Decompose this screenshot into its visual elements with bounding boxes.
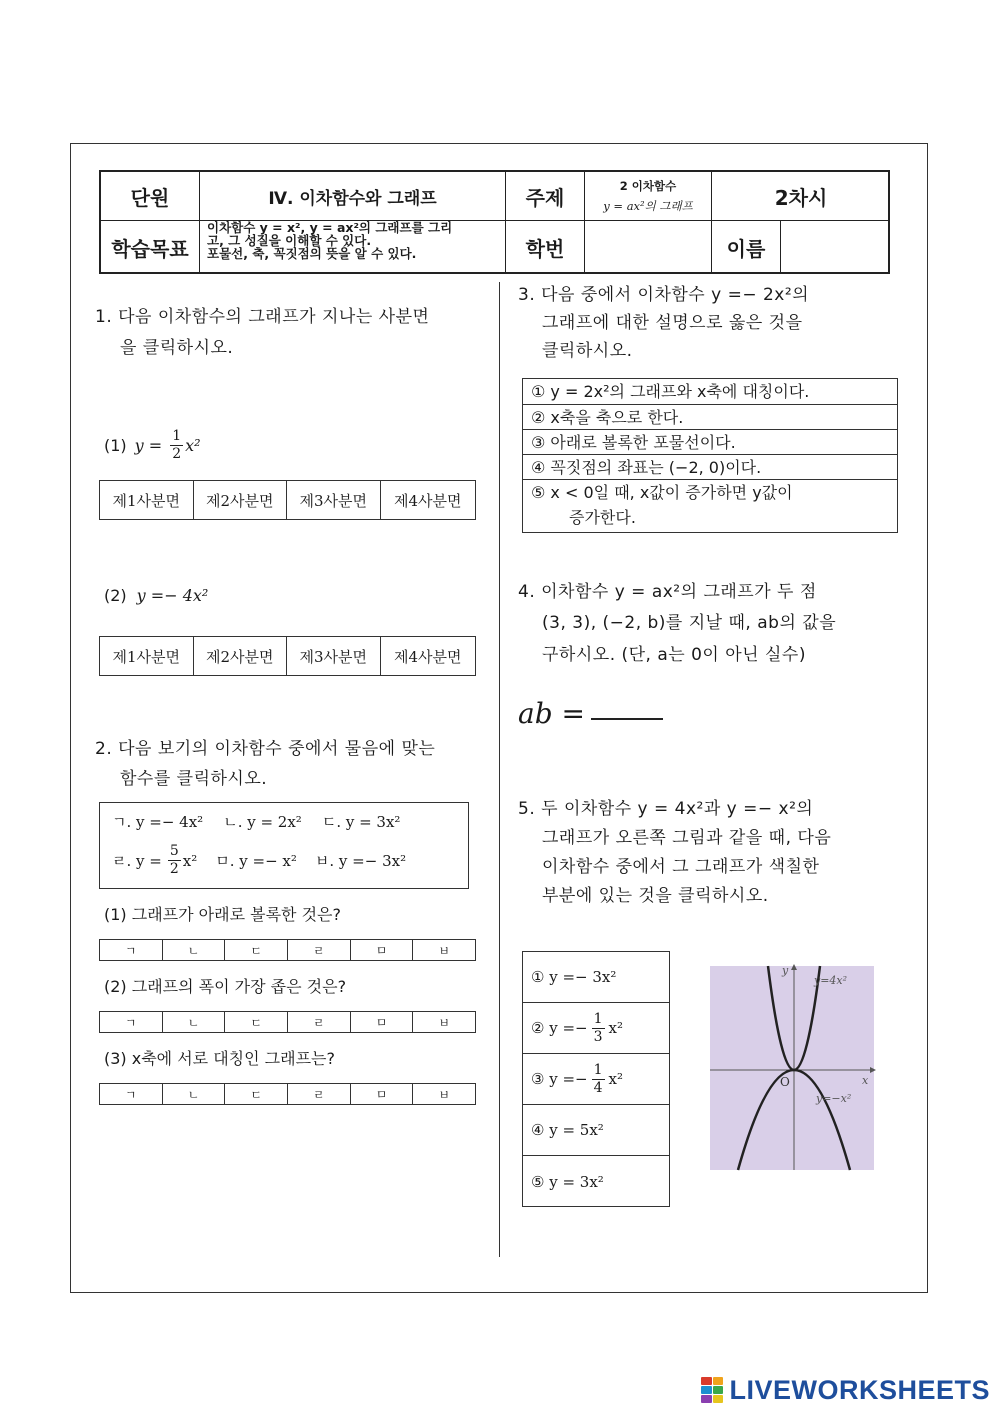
q2-sub2-option-2[interactable]: ㄴ [163,1012,226,1032]
q5-text-line2: 그래프가 오른쪽 그림과 같을 때, 다음 [542,828,832,848]
q4-text-line1: 4. 이차함수 y = ax²의 그래프가 두 점 [518,582,817,602]
q4-answer-label: ab = [518,697,585,730]
goal-line2: 고, 그 성질을 이해할 수 있다. [207,233,372,248]
q3-option-1[interactable]: ① y = 2x²의 그래프와 x축에 대칭이다. [523,379,897,405]
q2-box-item-4-fraction [168,843,181,878]
q3-option-2[interactable]: ② x축을 축으로 한다. [523,405,897,430]
q5-option-5[interactable]: ⑤ y = 3x² [531,1172,604,1191]
q1-sub1-suffix: x² [185,436,201,455]
frac-den: 2 [169,861,179,877]
graph-y-label: y [782,964,789,977]
q5-text-line1: 5. 두 이차함수 y = 4x²과 y =− x²의 [518,799,814,819]
topic-line1: 2 이차함수 [619,179,677,193]
q2-text-line2: 함수를 클릭하시오. [120,769,268,789]
q2-sub2-option-1[interactable]: ㄱ [100,1012,163,1032]
frac-num: 1 [593,1061,603,1078]
q3-option-3[interactable]: ③ 아래로 볼록한 포물선이다. [523,430,897,455]
q1-sub2-label: (2) [104,586,127,605]
unit-value: Ⅳ. 이차함수와 그래프 [200,172,506,221]
q2-sub3-option-6[interactable]: ㅂ [438,1087,450,1102]
q5-option-3-prefix: ③ y =− [531,1070,588,1088]
lesson-number: 2차시 [712,172,890,221]
q2-example-box [99,802,469,889]
q2-box-line1 [112,811,400,832]
q4-text-line3: 구하시오. (단, a는 0이 아닌 실수) [542,645,806,665]
graph-origin-label: O [780,1075,790,1089]
q2-box-item-5: ㅁ. y =− x² [215,852,297,870]
q1-sub2-option-4[interactable]: 제4사분면 [393,647,462,666]
class-label: 학번 [506,221,585,273]
q2-box-line2 [112,843,406,878]
q2-sub2-option-3[interactable]: ㄷ [225,1012,288,1032]
q1-sub2-option-1[interactable]: 제1사분면 [100,637,194,675]
q2-text-line1: 2. 다음 보기의 이차함수 중에서 물음에 맞는 [95,739,436,759]
q2-sub3: (3) x축에 서로 대칭인 그래프는? [104,1049,335,1068]
q1-sub2-eq: y =− 4x² [136,586,209,605]
liveworksheets-logo [701,1375,990,1405]
q2-sub1-options [99,939,476,961]
graph-x-label: x [862,1074,869,1087]
graph-shaded-region [710,966,874,1170]
q1-sub1-option-3[interactable]: 제3사분면 [287,481,381,519]
q2-box-item-2: ㄴ. y = 2x² [223,813,302,831]
q1-sub1-option-2[interactable]: 제2사분면 [194,481,288,519]
q4-answer-input[interactable] [591,702,663,720]
topic-line2: y = ax²의 그래프 [603,199,693,213]
q1-sub1-fraction [170,428,183,463]
q3-option-5-line1: ⑤ x < 0일 때, x값이 증가하면 y값이 [531,483,793,502]
column-divider [499,282,500,1257]
q5-option-3[interactable] [523,1054,669,1105]
q2-box-item-4-suffix: x² [182,851,198,870]
q2-box-item-3: ㄷ. y = 3x² [321,813,401,831]
q1-sub2-option-2[interactable]: 제2사분면 [194,637,288,675]
frac-num: 5 [169,843,179,859]
q4-text-line2: (3, 3), (−2, b)를 지날 때, ab의 값을 [542,613,837,633]
q1-sub1-option-4[interactable]: 제4사분면 [393,491,462,510]
q3-options [522,378,898,533]
q2-sub2: (2) 그래프의 폭이 가장 좁은 것은? [104,977,347,996]
header-table [99,170,890,274]
q1-sub1-label: (1) [104,436,127,455]
unit-label: 단원 [101,172,200,221]
q5-option-2-prefix: ② y =− [531,1019,588,1037]
goal-line3: 포물선, 축, 꼭짓점의 뜻을 알 수 있다. [207,246,417,261]
q5-option-4[interactable]: ④ y = 5x² [523,1105,669,1156]
q3-option-5[interactable] [523,480,897,532]
logo-text: LIVEWORKSHEETS [729,1374,990,1405]
q1-text-line1: 1. 다음 이차함수의 그래프가 지나는 사분면 [95,307,430,327]
q2-sub3-option-1[interactable]: ㄱ [100,1084,163,1104]
q1-sub1-option-1[interactable]: 제1사분면 [100,481,194,519]
q3-text-line3: 클릭하시오. [542,341,633,361]
q2-sub2-options [99,1011,476,1033]
q1-sub2-options [99,636,476,676]
q4-answer [518,697,663,730]
graph-label-bottom: y=−x² [816,1092,852,1105]
goal-line1: 이차함수 y = x², y = ax²의 그래프를 그리 [207,220,453,235]
q2-sub3-option-5[interactable]: ㅁ [351,1084,414,1104]
name-label: 이름 [712,221,781,273]
q3-text-line2: 그래프에 대한 설명으로 옳은 것을 [542,313,803,333]
q5-option-3-suffix: x² [608,1070,624,1088]
frac-den: 3 [593,1028,603,1045]
q2-sub1-option-2[interactable]: ㄴ [163,940,226,960]
q1-sub2 [104,586,208,605]
goal-label: 학습목표 [101,221,200,273]
q2-sub3-option-2[interactable]: ㄴ [163,1084,226,1104]
frac-den: 2 [172,446,182,462]
q2-sub3-options [99,1083,476,1105]
q5-text-line4: 부분에 있는 것을 클릭하시오. [542,886,769,906]
q5-options [522,951,670,1207]
topic-value [585,172,712,221]
q2-sub1-option-4[interactable]: ㄹ [288,940,351,960]
q5-option-2-fraction [592,1011,605,1046]
q2-sub3-option-4[interactable]: ㄹ [288,1084,351,1104]
q2-sub1-option-5[interactable]: ㅁ [351,940,414,960]
q1-text-line2: 을 클릭하시오. [120,338,234,358]
q2-sub2-option-6[interactable]: ㅂ [438,1015,450,1030]
name-input[interactable] [781,221,890,273]
q1-sub1 [104,428,201,463]
q2-sub1-option-1[interactable]: ㄱ [100,940,163,960]
q2-box-item-1: ㄱ. y =− 4x² [112,813,204,831]
q3-option-4[interactable]: ④ 꼭짓점의 좌표는 (−2, 0)이다. [523,455,897,480]
q2-sub1-option-3[interactable]: ㄷ [225,940,288,960]
logo-mark-icon [701,1377,723,1403]
frac-den: 4 [593,1079,603,1096]
graph-label-top: y=4x² [814,974,848,987]
frac-num: 1 [593,1010,603,1027]
q5-option-1[interactable]: ① y =− 3x² [523,952,669,1003]
q5-parabola-graph [706,962,878,1174]
q5-text-line3: 이차함수 중에서 그 그래프가 색칠한 [542,857,820,877]
q3-text-line1: 3. 다음 중에서 이차함수 y =− 2x²의 [518,285,810,305]
q1-sub1-options [99,480,476,520]
q5-option-2-suffix: x² [608,1019,624,1037]
q2-box-item-4-prefix: ㄹ. y = [112,852,162,870]
q3-option-5-line2: 증가한다. [569,508,636,527]
q2-sub1: (1) 그래프가 아래로 볼록한 것은? [104,905,341,924]
q1-sub1-prefix: y = [134,436,163,455]
q2-sub1-option-6[interactable]: ㅂ [438,943,450,958]
q1-sub2-option-3[interactable]: 제3사분면 [287,637,381,675]
q2-sub2-option-4[interactable]: ㄹ [288,1012,351,1032]
q2-sub3-option-3[interactable]: ㄷ [225,1084,288,1104]
q2-box-item-6: ㅂ. y =− 3x² [314,852,407,870]
q5-option-3-fraction [592,1062,605,1097]
topic-label: 주제 [506,172,585,221]
q5-option-2[interactable] [523,1003,669,1054]
frac-num: 1 [172,428,182,444]
q2-sub2-option-5[interactable]: ㅁ [351,1012,414,1032]
goal-text [200,221,506,273]
class-input[interactable] [585,221,712,273]
